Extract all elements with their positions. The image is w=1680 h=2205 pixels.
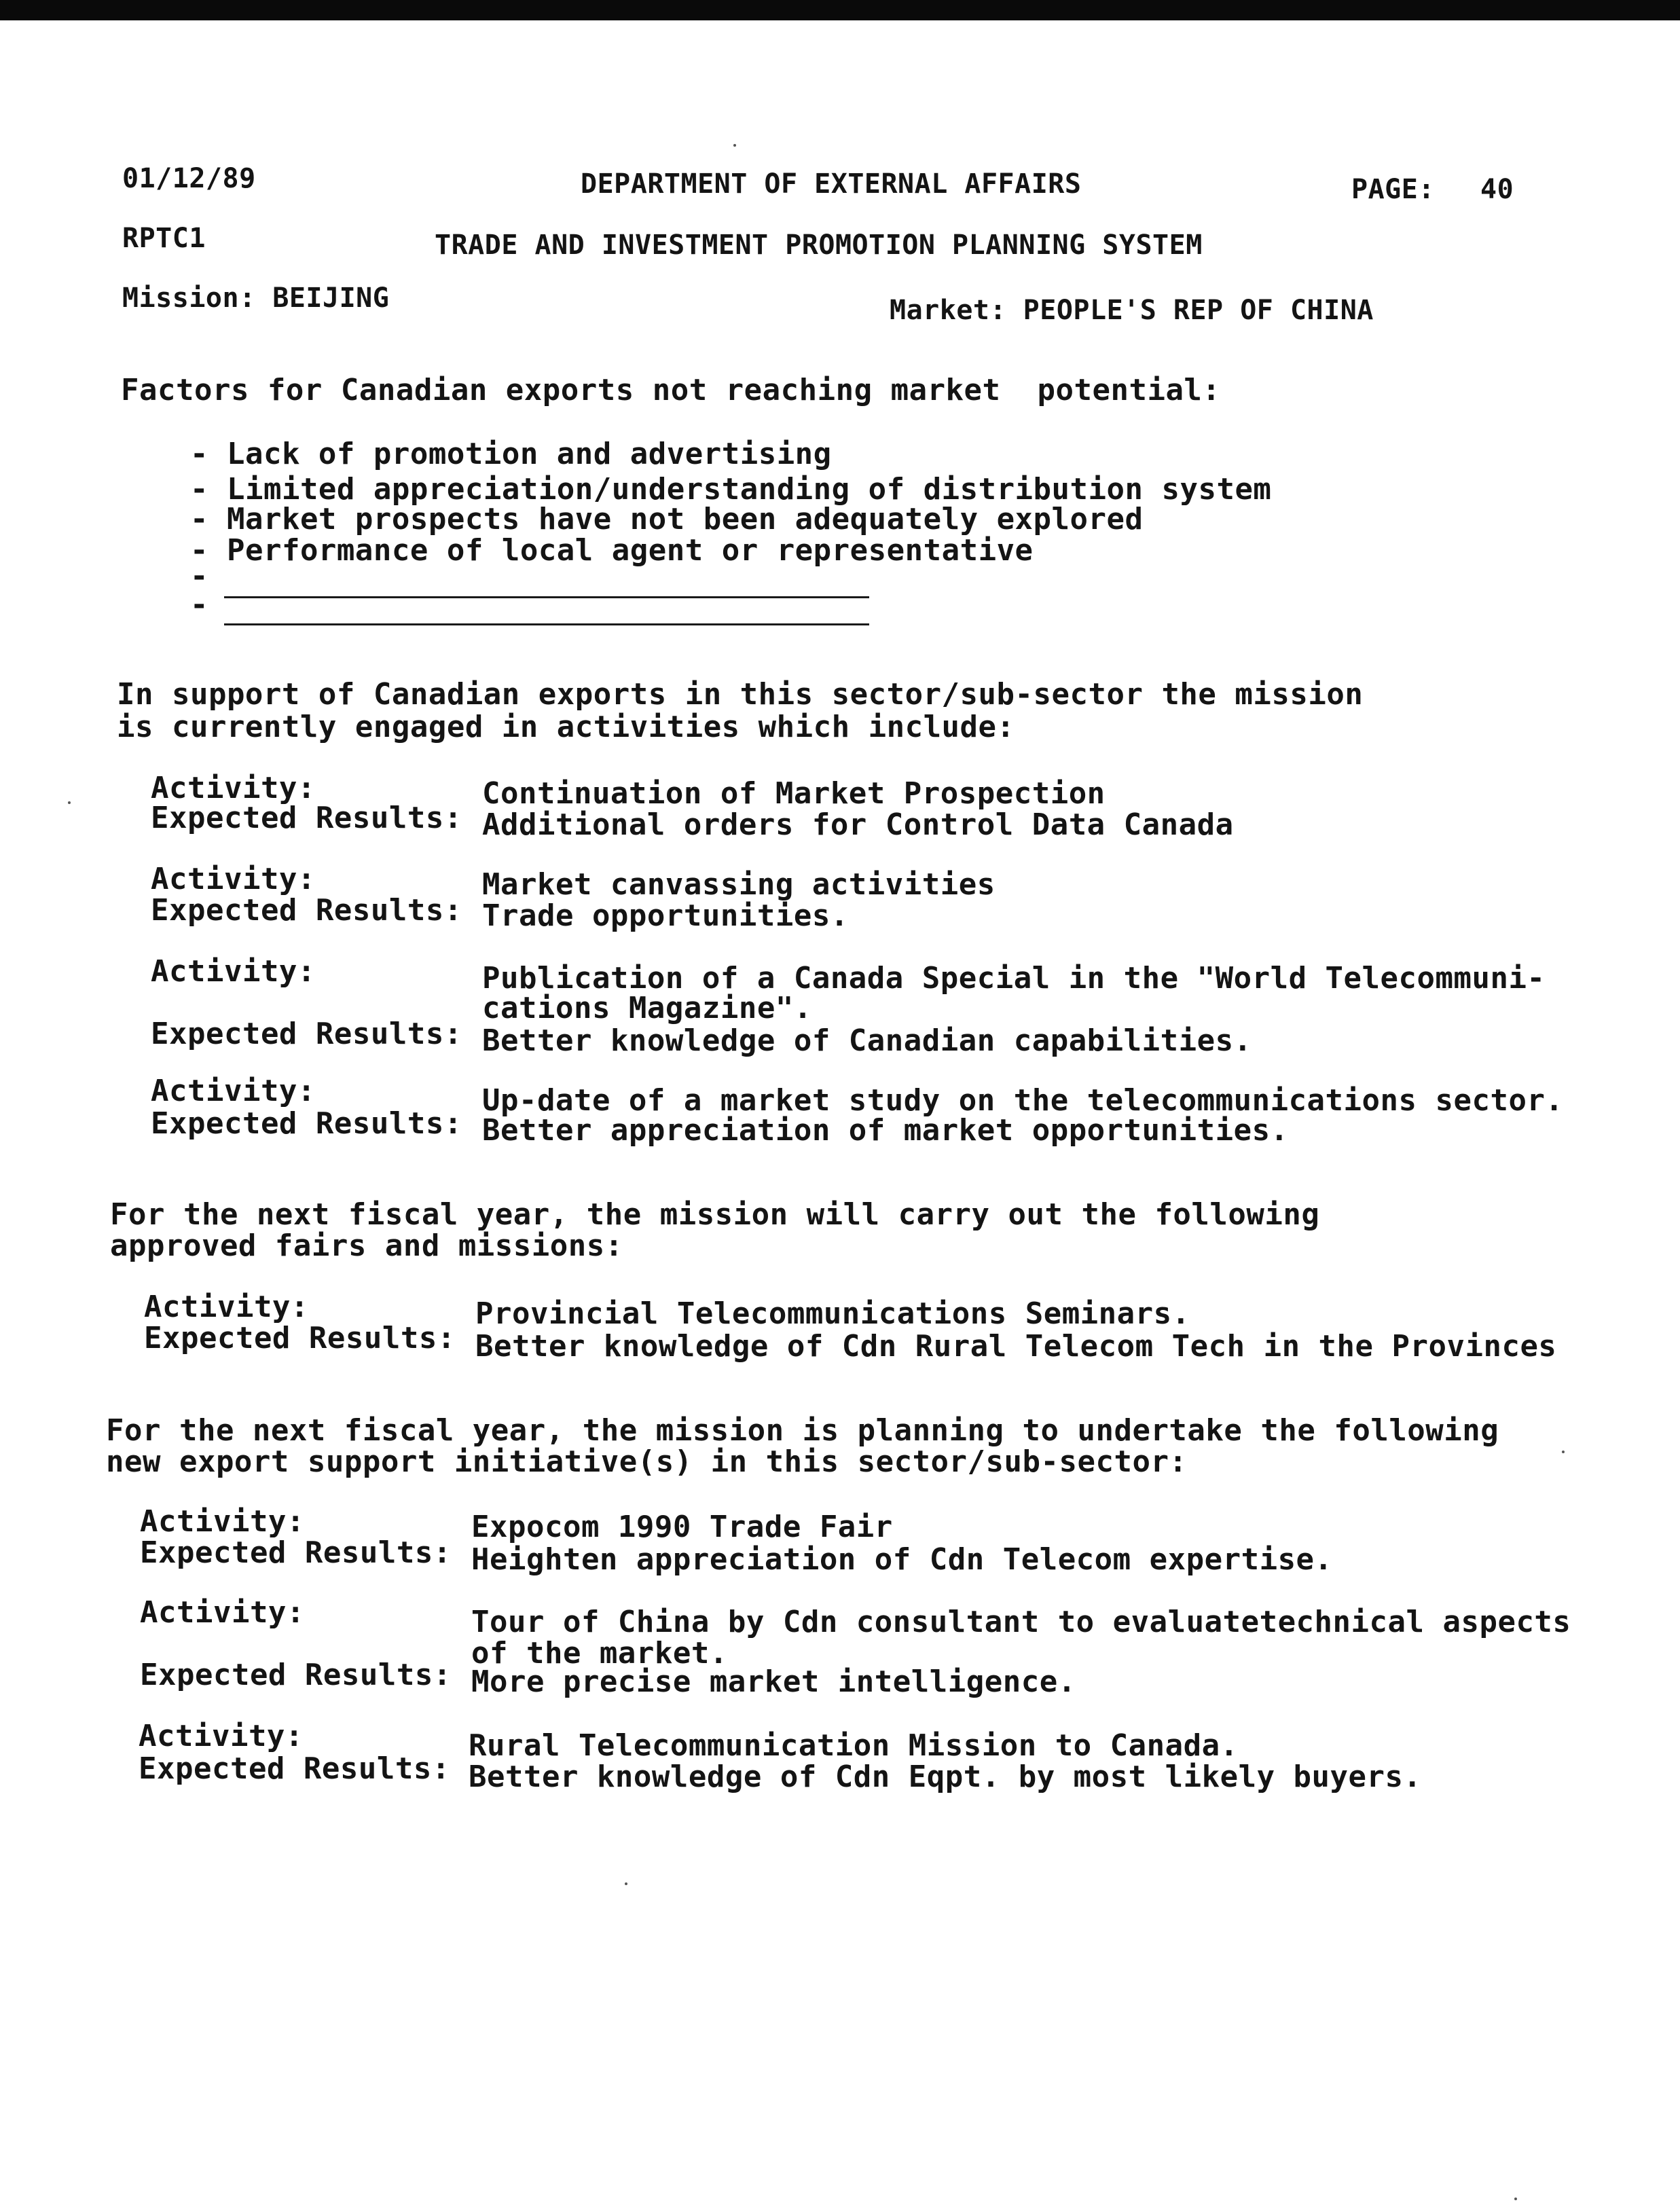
- expected-label: Expected Results:: [151, 1017, 462, 1051]
- activity-value: Provincial Telecommunications Seminars.: [475, 1296, 1190, 1331]
- activity-label: Activity:: [151, 954, 316, 989]
- activity-label: Activity:: [151, 771, 316, 805]
- scan-speck: [1562, 1451, 1565, 1453]
- blank-factor-line: [224, 623, 869, 625]
- current-intro: In support of Canadian exports in this sector/sub-sector the mission: [117, 677, 1364, 712]
- activity-label: Activity:: [140, 1504, 305, 1539]
- planned-intro: For the next fiscal year, the mission is planning to undertake the following: [106, 1413, 1499, 1448]
- expected-label: Expected Results:: [151, 893, 462, 928]
- activity-value: Market canvassing activities: [482, 867, 996, 902]
- activity-value: Rural Telecommunication Mission to Canada.: [469, 1728, 1239, 1763]
- expected-value: Heighten appreciation of Cdn Telecom expertise.: [471, 1542, 1333, 1577]
- scan-speck: [68, 801, 71, 804]
- report-code: RPTC1: [122, 223, 206, 254]
- page-label: PAGE:: [1351, 174, 1435, 205]
- approved-intro: For the next fiscal year, the mission will carry out the following: [110, 1197, 1320, 1232]
- activity-value: Expocom 1990 Trade Fair: [471, 1510, 893, 1544]
- expected-label: Expected Results:: [151, 801, 462, 835]
- activity-value-continued: cations Magazine".: [482, 991, 812, 1025]
- expected-value: Trade opportunities.: [482, 898, 849, 933]
- factor-item: - Market prospects have not been adequately explored: [190, 502, 1144, 536]
- system-title: TRADE AND INVESTMENT PROMOTION PLANNING SYSTEM: [435, 230, 1203, 261]
- market-name: Market: PEOPLE'S REP OF CHINA: [890, 295, 1374, 326]
- blank-factor-dash: -: [190, 587, 208, 622]
- scan-top-edge: [0, 0, 1680, 20]
- expected-label: Expected Results:: [144, 1321, 456, 1355]
- expected-value: More precise market intelligence.: [471, 1664, 1076, 1699]
- activity-label: Activity:: [140, 1595, 305, 1630]
- factor-item: - Performance of local agent or representative: [190, 533, 1034, 568]
- activity-value: Publication of a Canada Special in the "World Telecommuni-: [482, 961, 1546, 996]
- approved-intro: approved fairs and missions:: [110, 1228, 623, 1263]
- activity-label: Activity:: [151, 862, 316, 896]
- blank-factor-line: [224, 596, 869, 598]
- expected-label: Expected Results:: [140, 1535, 452, 1570]
- activity-value: Tour of China by Cdn consultant to evaluatetechnical aspects: [471, 1605, 1571, 1639]
- planned-intro: new export support initiative(s) in this sector/sub-sector:: [106, 1444, 1188, 1479]
- page-number: 40: [1480, 174, 1514, 205]
- expected-label: Expected Results:: [140, 1658, 452, 1692]
- mission-name: Mission: BEIJING: [122, 283, 390, 314]
- blank-factor-dash: -: [190, 559, 208, 594]
- expected-value: Better knowledge of Canadian capabilities.: [482, 1023, 1252, 1058]
- department-title: DEPARTMENT OF EXTERNAL AFFAIRS: [581, 168, 1082, 200]
- expected-label: Expected Results:: [151, 1106, 462, 1141]
- report-date: 01/12/89: [122, 163, 256, 194]
- factor-item: - Limited appreciation/understanding of distribution system: [190, 472, 1272, 507]
- scan-speck: [733, 144, 736, 147]
- activity-value: Continuation of Market Prospection: [482, 776, 1106, 811]
- current-intro: is currently engaged in activities which include:: [117, 710, 1015, 744]
- expected-value: Better knowledge of Cdn Eqpt. by most likely buyers.: [469, 1760, 1422, 1794]
- activity-value: Up-date of a market study on the telecommunications sector.: [482, 1083, 1564, 1118]
- expected-value: Additional orders for Control Data Canada: [482, 807, 1234, 842]
- expected-value: Better appreciation of market opportunities.: [482, 1113, 1289, 1148]
- activity-label: Activity:: [144, 1290, 309, 1324]
- factor-item: - Lack of promotion and advertising: [190, 437, 832, 471]
- expected-label: Expected Results:: [139, 1751, 450, 1786]
- activity-value-continued: of the market.: [471, 1636, 728, 1671]
- expected-value: Better knowledge of Cdn Rural Telecom Tech in the Provinces: [475, 1329, 1557, 1364]
- activity-label: Activity:: [139, 1719, 304, 1753]
- activity-label: Activity:: [151, 1074, 316, 1108]
- scan-speck: [1514, 2198, 1517, 2200]
- factors-heading: Factors for Canadian exports not reaching market potential:: [121, 373, 1221, 407]
- scan-speck: [625, 1882, 627, 1885]
